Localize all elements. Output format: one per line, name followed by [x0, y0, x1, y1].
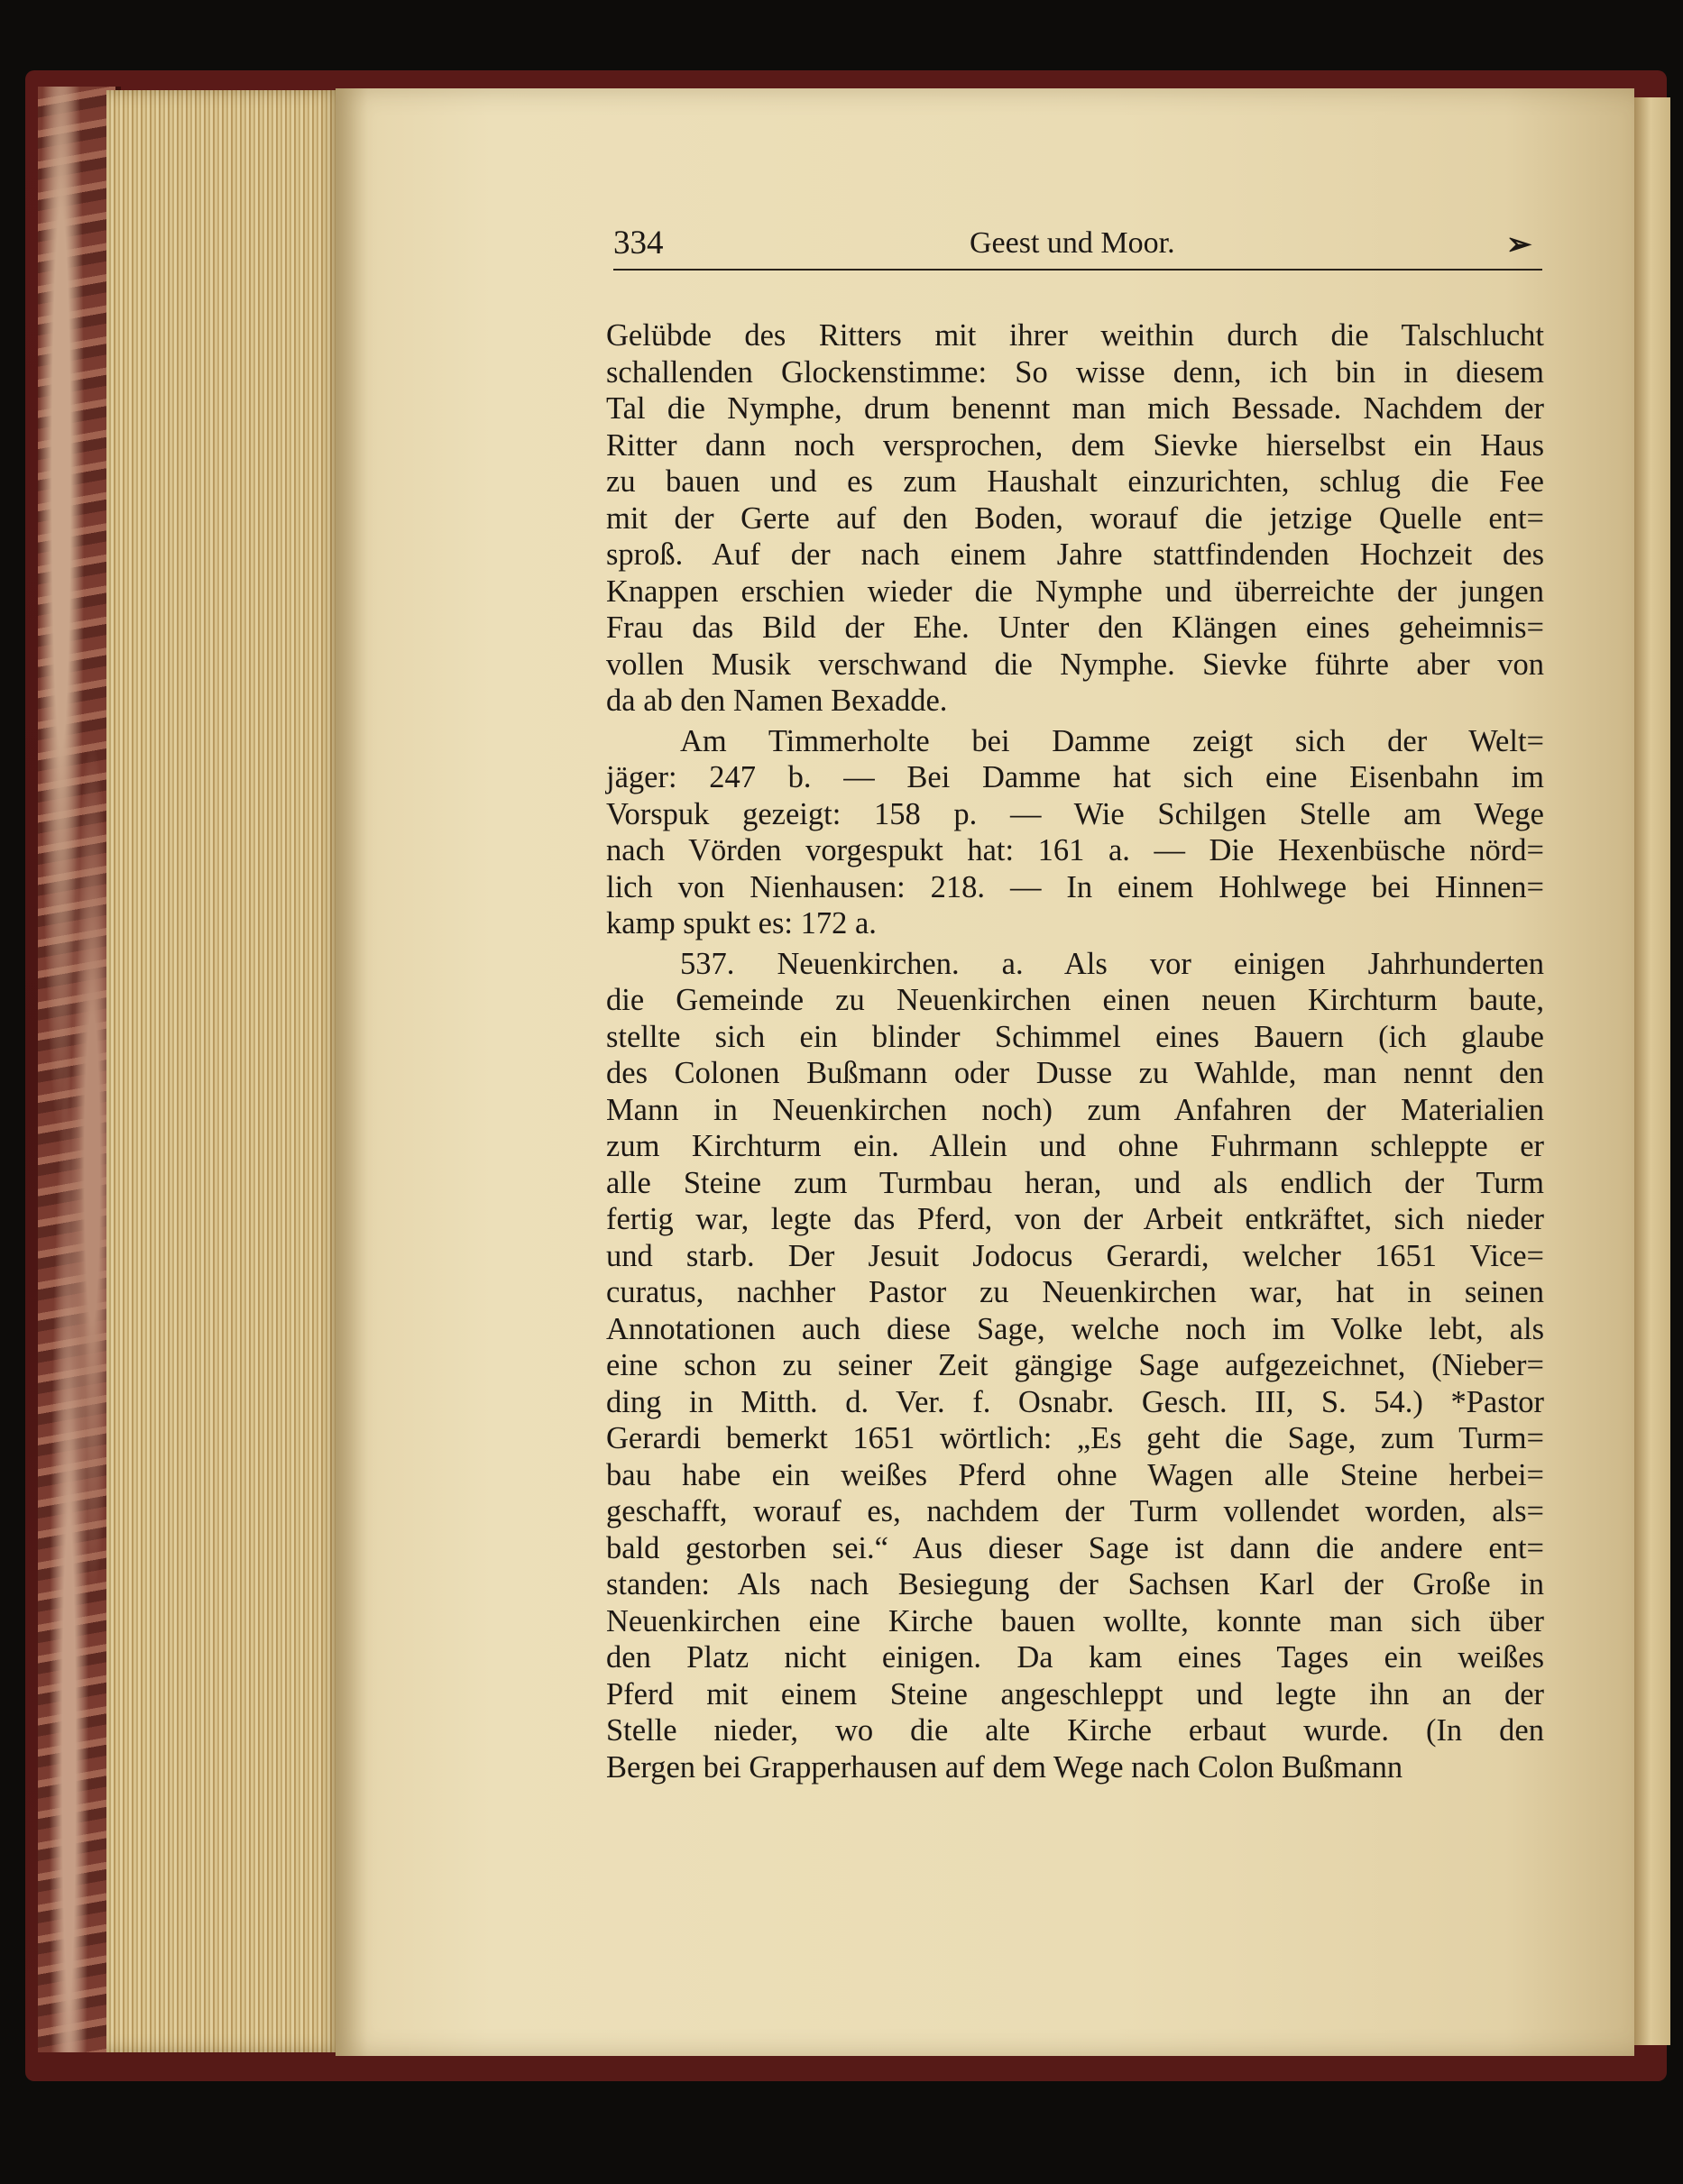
text-line: Gelübde des Ritters mit ihrer weithin durch die Talschlucht — [606, 318, 1544, 353]
text-line: sproß. Auf der nach einem Jahre stattfindenden Hochzeit des — [606, 537, 1544, 572]
text-line: die Gemeinde zu Neuenkirchen einen neuen Kirchturm baute, — [606, 983, 1544, 1017]
text-line: Neuenkirchen eine Kirche bauen wollte, konnte man sich über — [606, 1603, 1544, 1638]
paragraph — [606, 946, 1544, 1786]
running-title: Geest und Moor. — [970, 226, 1175, 260]
text-line: alle Steine zum Turmbau heran, und als endlich der Turm — [606, 1165, 1544, 1200]
text-line: Vorspuk gezeigt: 158 p. — Wie Schilgen Stelle am Wege — [606, 796, 1544, 831]
text-line: Knappen erschien wieder die Nymphe und überreichte der jungen — [606, 574, 1544, 609]
text-line: standen: Als nach Besiegung der Sachsen Karl der Große in — [606, 1567, 1544, 1601]
text-line: Tal die Nymphe, drum benennt man mich Bessade. Nachdem der — [606, 391, 1544, 426]
text-line: Mann in Neuenkirchen noch) zum Anfahren der Materialien — [606, 1092, 1544, 1127]
text-line: des Colonen Bußmann oder Dusse zu Wahlde, man nennt den — [606, 1056, 1544, 1090]
text-line: Am Timmerholte bei Damme zeigt sich der Welt= — [680, 723, 1544, 758]
page-block-edges — [106, 90, 343, 2052]
paragraph — [606, 317, 1544, 720]
text-line: Gerardi bemerkt 1651 wörtlich: „Es geht die Sage, zum Turm= — [606, 1421, 1544, 1455]
text-line: bau habe ein weißes Pferd ohne Wagen alle Steine herbei= — [606, 1457, 1544, 1492]
text-line: schallenden Glockenstimme: So wisse denn, ich bin in diesem — [606, 354, 1544, 390]
signature-mark: ➢ — [1506, 227, 1532, 262]
text-line: geschafft, worauf es, nachdem der Turm vollendet worden, als= — [606, 1494, 1544, 1528]
text-line: mit der Gerte auf den Boden, worauf die jetzige Quelle ent= — [606, 500, 1544, 536]
text-line: zum Kirchturm ein. Allein und ohne Fuhrmann schleppte er — [606, 1129, 1544, 1163]
text-line: zu bauen und es zum Haushalt einzurichten, schlug die Fee — [606, 464, 1544, 499]
text-line: kamp spukt es: 172 a. — [606, 906, 877, 941]
running-head — [613, 218, 1542, 269]
header-rule — [613, 269, 1542, 271]
text-line: da ab den Namen Bexadde. — [606, 684, 948, 718]
text-line: den Platz nicht einigen. Da kam eines Tages ein weißes — [606, 1640, 1544, 1675]
body-text — [606, 317, 1544, 1785]
text-line: Annotationen auch diese Sage, welche noch im Volke lebt, als — [606, 1311, 1544, 1346]
text-line: ding in Mitth. d. Ver. f. Osnabr. Gesch. III, S. 54.) *Pastor — [606, 1384, 1544, 1419]
text-line: lich von Nienhausen: 218. — In einem Hohlwege bei Hinnen= — [606, 869, 1544, 904]
facing-page-edge — [1634, 97, 1670, 2045]
text-line: bald gestorben sei.“ Aus dieser Sage ist dann die andere ent= — [606, 1530, 1544, 1565]
text-line: vollen Musik verschwand die Nymphe. Sievke führte aber von — [606, 647, 1544, 682]
text-line: und starb. Der Jesuit Jodocus Gerardi, welcher 1651 Vice= — [606, 1238, 1544, 1273]
text-line: Ritter dann noch versprochen, dem Sievke hierselbst ein Haus — [606, 427, 1544, 463]
text-line: Pferd mit einem Steine angeschleppt und legte ihn an der — [606, 1676, 1544, 1711]
text-line: fertig war, legte das Pferd, von der Arbeit entkräftet, sich nieder — [606, 1202, 1544, 1236]
text-line: Bergen bei Grapperhausen auf dem Wege nach Colon Bußmann — [606, 1749, 1403, 1785]
text-line: eine schon zu seiner Zeit gängige Sage aufgezeichnet, (Nieber= — [606, 1348, 1544, 1382]
page-number: 334 — [613, 225, 664, 262]
text-line: Stelle nieder, wo die alte Kirche erbaut wurde. (In den — [606, 1713, 1544, 1748]
paragraph — [606, 723, 1544, 942]
text-line: Frau das Bild der Ehe. Unter den Klängen eines geheimnis= — [606, 610, 1544, 645]
text-line: nach Vörden vorgespukt hat: 161 a. — Die Hexenbüsche nörd= — [606, 833, 1544, 867]
text-line: curatus, nachher Pastor zu Neuenkirchen war, hat in seinen — [606, 1275, 1544, 1309]
text-line: 537. Neuenkirchen. a. Als vor einigen Jahrhunderten — [680, 946, 1544, 981]
text-line: jäger: 247 b. — Bei Damme hat sich eine Eisenbahn im — [606, 760, 1544, 794]
text-line: stellte sich ein blinder Schimmel eines Bauern (ich glaube — [606, 1019, 1544, 1054]
